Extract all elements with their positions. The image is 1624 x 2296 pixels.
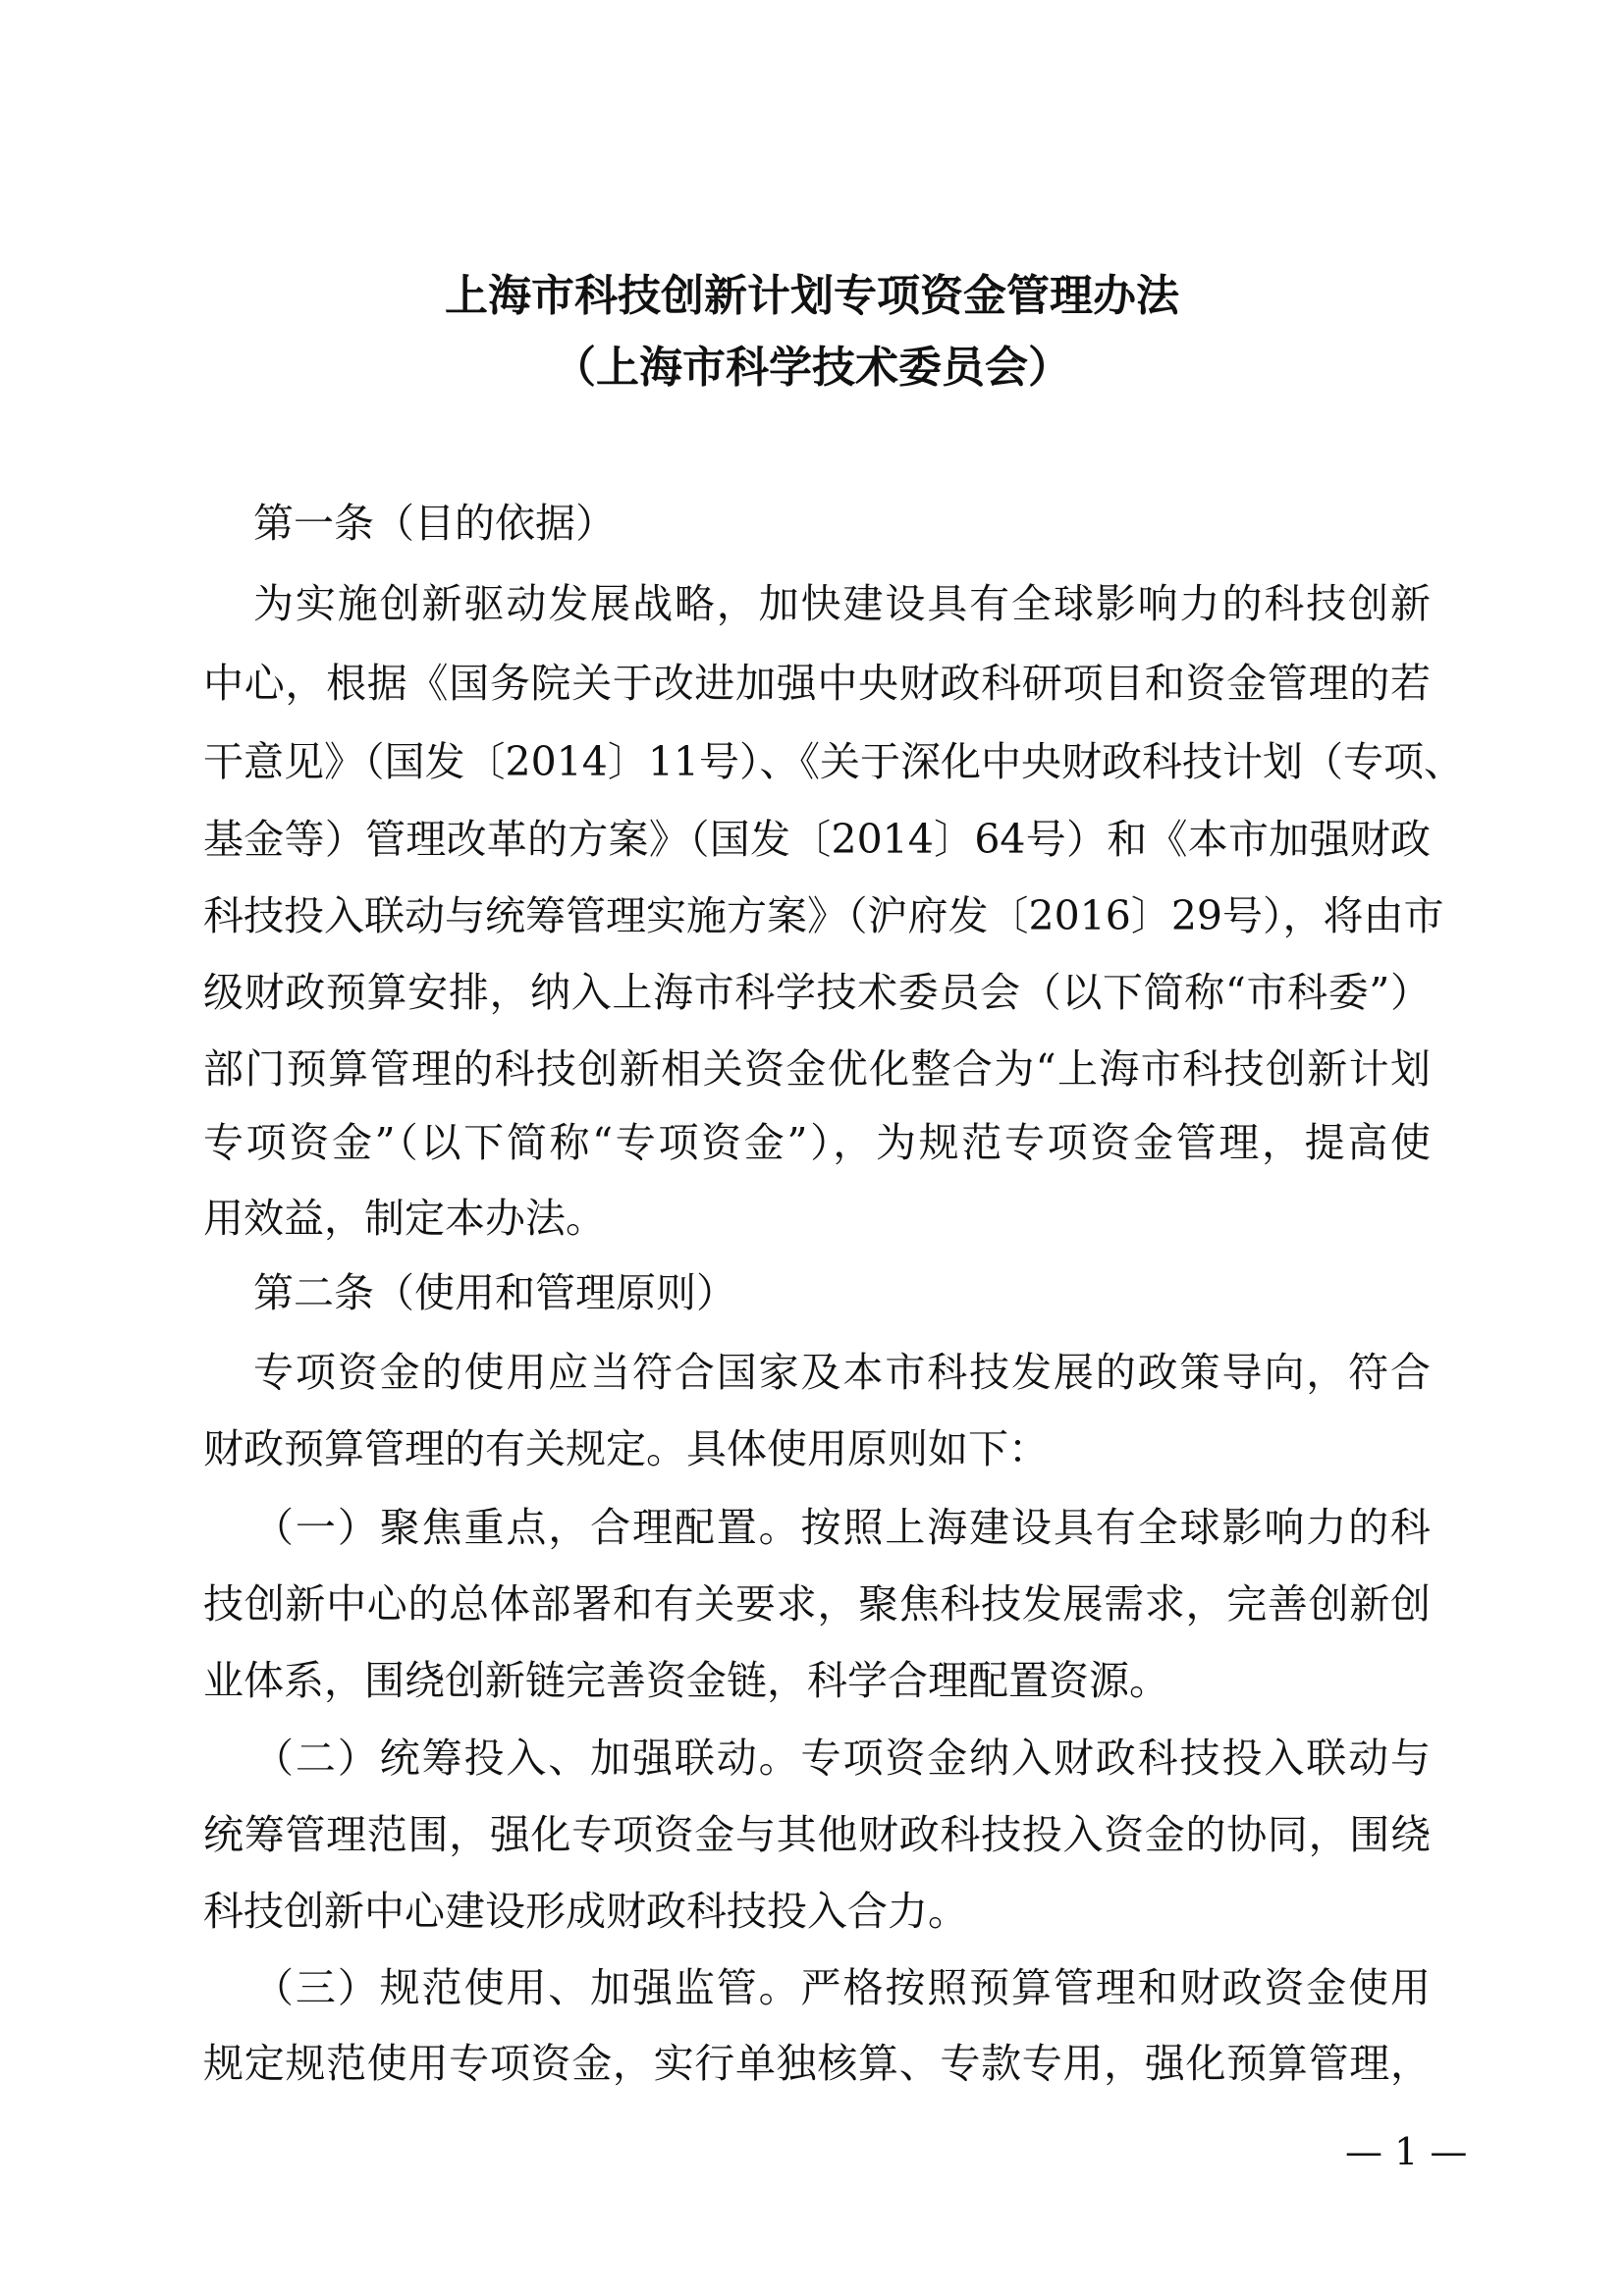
paragraph-line: 技创新中心的总体部署和有关要求，聚焦科技发展需求，完善创新创: [203, 1580, 1431, 1628]
paragraph-line: 业体系，围绕创新链完善资金链，科学合理配置资源。: [203, 1657, 1169, 1704]
paragraph-line: （三）规范使用、加强监管。严格按照预算管理和财政资金使用: [253, 1964, 1431, 2011]
article-1-heading: 第一条（目的依据）: [253, 500, 616, 547]
paragraph-line: 财政预算管理的有关规定。具体使用原则如下：: [203, 1425, 1049, 1472]
paragraph-line: 科技投入联动与统筹管理实施方案》（沪府发〔2016〕29号），将由市: [203, 892, 1444, 939]
paragraph-line: 中心，根据《国务院关于改进加强中央财政科研项目和资金管理的若: [203, 660, 1431, 707]
paragraph-line: 科技创新中心建设形成财政科技投入合力。: [203, 1888, 968, 1935]
paragraph-line: 统筹管理范围，强化专项资金与其他财政科技投入资金的协同，围绕: [203, 1811, 1431, 1858]
paragraph-line: 级财政预算安排，纳入上海市科学技术委员会（以下简称“市科委”）: [203, 969, 1431, 1016]
paragraph-line: 部门预算管理的科技创新相关资金优化整合为“上海市科技创新计划: [203, 1045, 1431, 1093]
paragraph-line: （二）统筹投入、加强联动。专项资金纳入财政科技投入联动与: [253, 1735, 1431, 1782]
article-2-heading: 第二条（使用和管理原则）: [253, 1269, 736, 1316]
paragraph-line: 干意见》（国发〔2014〕11号）、《关于深化中央财政科技计划（专项、: [203, 738, 1465, 785]
document-subtitle: （上海市科学技术委员会）: [553, 343, 1071, 393]
document-title: 上海市科技创新计划专项资金管理办法: [445, 271, 1179, 321]
paragraph-line: 规定规范使用专项资金，实行单独核算、专款专用，强化预算管理，: [203, 2040, 1431, 2087]
paragraph-line: 用效益，制定本办法。: [203, 1195, 606, 1242]
paragraph-line: 专项资金的使用应当符合国家及本市科技发展的政策导向，符合: [253, 1349, 1431, 1396]
page-number: — 1 —: [1345, 2130, 1468, 2173]
paragraph-line: 专项资金”（以下简称“专项资金”），为规范专项资金管理，提高使: [203, 1119, 1431, 1166]
paragraph-line: 为实施创新驱动发展战略，加快建设具有全球影响力的科技创新: [253, 580, 1431, 627]
paragraph-line: 基金等）管理改革的方案》（国发〔2014〕64号）和《本市加强财政: [203, 816, 1431, 863]
paragraph-line: （一）聚焦重点，合理配置。按照上海建设具有全球影响力的科: [253, 1504, 1431, 1551]
